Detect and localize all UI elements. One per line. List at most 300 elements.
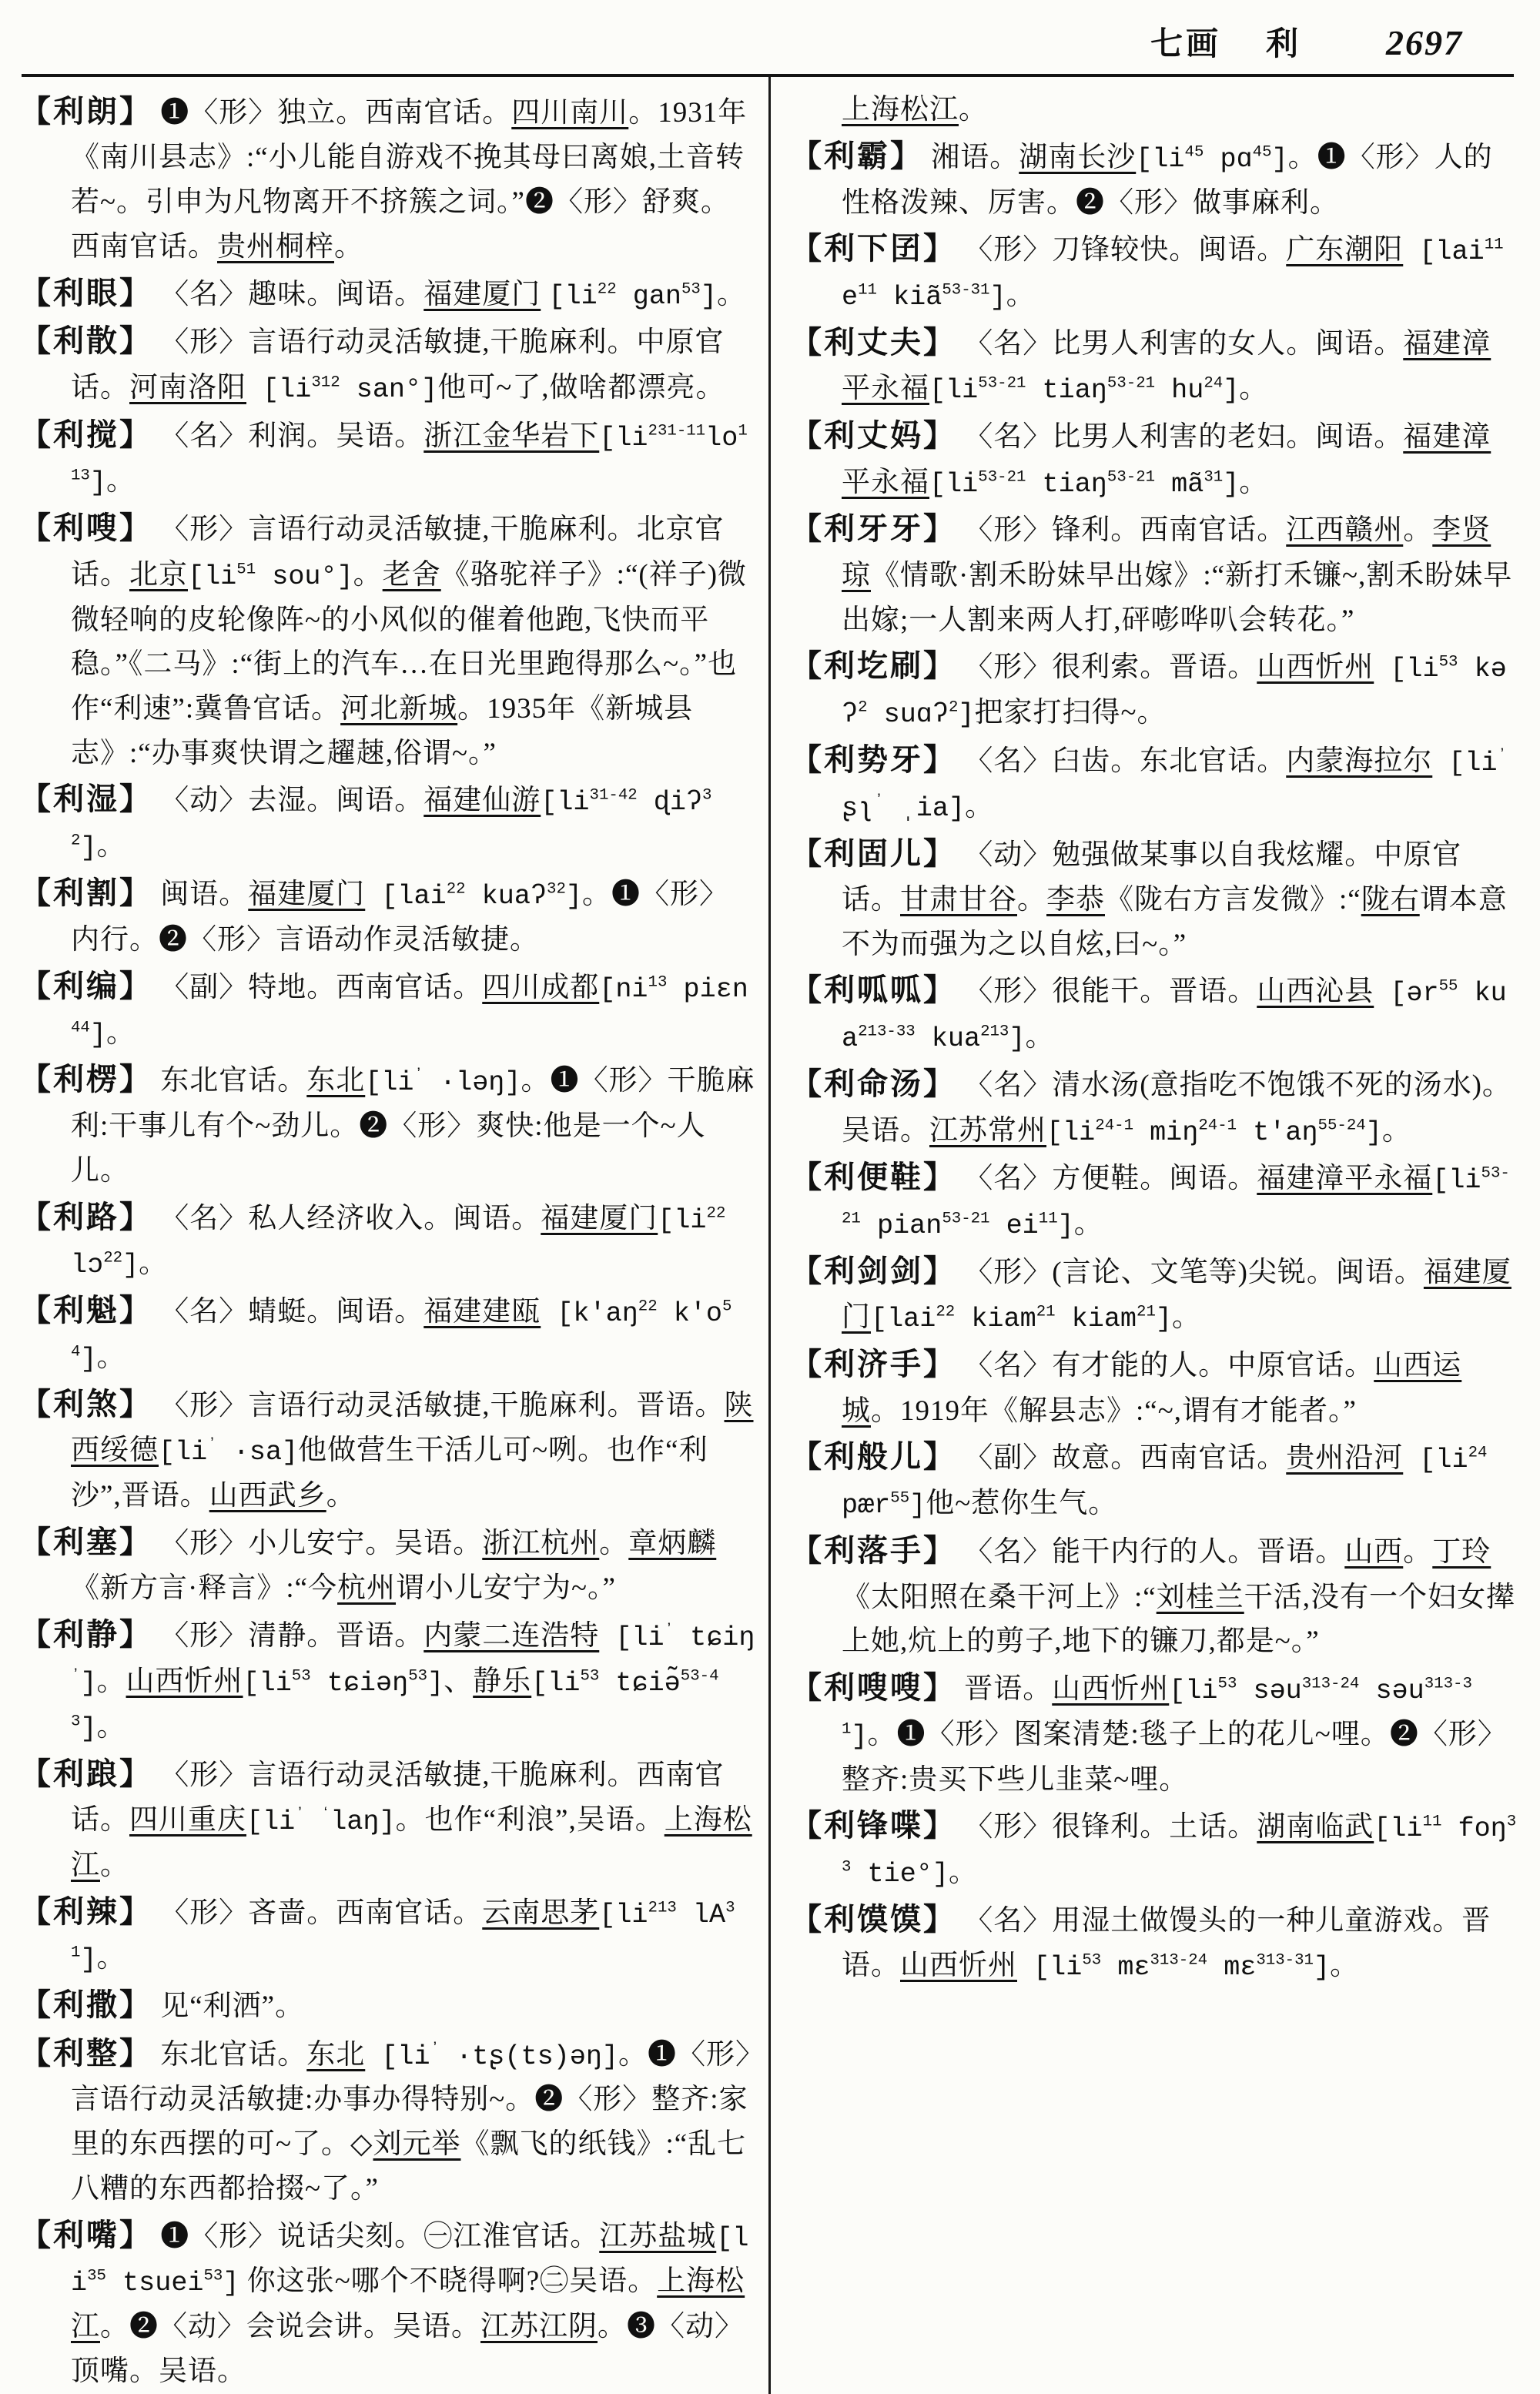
dict-entry [20,270,756,318]
tone-superscript: ʼ [295,1806,305,1824]
phonetic-transcription: ] [80,1344,97,1375]
headword: 【利剑剑】 [791,1254,956,1289]
phonetic-transcription: [ni [599,973,648,1005]
phonetic-transcription: tie°] [851,1859,949,1890]
proper-noun: 江苏常州 [929,1114,1046,1147]
text-run: 〈形〉言语行动灵活敏捷,干脆麻利。中原官话。 [71,326,725,403]
phonetic-transcription: [lai [365,881,447,912]
phonetic-transcription: sou°] [256,561,353,592]
phonetic-transcription: ] [89,467,106,499]
proper-noun: 福建漳平永福 [842,327,1491,405]
tone-superscript: 55 [890,1489,910,1508]
proper-noun: 山西 [1344,1536,1404,1569]
text-run: 。❶〈形〉干脆麻利:干事儿有个~劲儿。❷〈形〉爽快:他是一个~人儿。 [71,1065,755,1187]
tone-superscript: 53 [580,1667,600,1686]
text-run: 〈形〉很利索。晋语。 [964,651,1257,684]
headword: 【利锋喋】 [791,1808,956,1843]
phonetic-transcription: ] [80,1667,97,1699]
text-run: 东北官话。 [160,1065,307,1097]
dict-entry [791,830,1517,967]
tone-superscript: 2 [858,698,868,717]
tone-superscript: 22 [103,1250,123,1268]
text-run: 〈形〉很能干。晋语。 [964,976,1257,1008]
phonetic-transcription: ] [427,1667,444,1699]
phonetic-transcription: [li [541,787,590,819]
text-run: 《骆驼祥子》:“(祥子)微微轻响的皮轮像阵~的小风似的催着他跑,飞快而平稳。”《二马》:“街上的汽车…在日光里跑得那么~。”也作“利速”:冀鲁官话。 [71,558,748,725]
proper-noun: 内蒙二连浩特 [424,1620,600,1652]
proper-noun: 内蒙海拉尔 [1286,745,1433,777]
phonetic-transcription: lɔ [71,1250,104,1281]
proper-noun: 福建厦门 [842,1257,1512,1334]
phonetic-transcription: ei [989,1210,1039,1242]
phonetic-transcription: kiam [1055,1304,1137,1335]
headword: 【利眼】 [20,275,152,310]
headword: 【利般儿】 [791,1439,956,1475]
phonetic-transcription: ] [89,1019,106,1050]
phonetic-transcription: [li [1136,143,1185,175]
tone-superscript: 21 [1137,1304,1156,1322]
tone-superscript: 22 [638,1298,658,1316]
phonetic-transcription: ] [1009,1023,1026,1055]
phonetic-transcription: [li [1374,1813,1423,1845]
headword: 【利编】 [20,968,152,1003]
phonetic-transcription: pɑ [1204,143,1253,175]
phonetic-transcription: ] [1155,1304,1172,1335]
text-run: 〈名〉比男人利害的女人。闽语。 [964,327,1404,360]
tone-superscript: 22 [706,1204,726,1223]
proper-noun: 山西忻州 [900,1950,1017,1982]
dict-entry [791,736,1517,830]
tone-superscript: 313-31 [842,1675,1472,1739]
headword: 【利辣】 [20,1893,152,1929]
dict-entry [20,411,756,505]
phonetic-transcription: kua [842,978,1507,1055]
proper-noun: 浙江杭州 [482,1527,600,1559]
phonetic-transcription: ] [122,1250,139,1281]
tone-superscript: ʼ [207,1437,217,1455]
phonetic-transcription: mɛ [1207,1952,1257,1984]
text-run: 。 [1017,884,1046,916]
phonetic-transcription: pian [860,1210,942,1242]
two-column-body [20,77,1517,2394]
proper-noun: 山西武乡 [209,1480,326,1512]
headword: 【利散】 [20,323,152,359]
proper-noun: 江西赣州 [1286,514,1404,547]
phonetic-transcription: [li [599,1899,648,1930]
text-run: 。 [1239,373,1269,405]
text-run: 〈名〉蜻蜓。闽语。 [160,1296,424,1328]
proper-noun: 四川成都 [482,971,600,1003]
phonetic-transcription: [li [929,468,979,500]
tone-superscript: ʼ [1497,747,1508,765]
tone-superscript: 11 [858,281,877,300]
headword: 【利静】 [20,1617,152,1652]
text-run: 。 [105,1016,136,1049]
text-run: 。❶〈形〉图案清楚:毯子上的花儿~哩。❷〈形〉整齐:贵买下些儿韭菜~哩。 [842,1718,1507,1796]
phonetic-transcription: ʂʅ [842,792,875,824]
text-run: 〈副〉特地。西南官话。 [160,971,483,1003]
dict-entry [20,869,756,963]
phonetic-transcription: [li [188,561,237,592]
tone-superscript: 13 [648,973,668,992]
phonetic-transcription: ] [1313,1952,1331,1984]
dict-entry [20,1194,756,1287]
headword: 【利湿】 [20,782,152,817]
radical-char-label: 利 [1265,27,1301,62]
phonetic-transcription: tiaŋ [1026,375,1107,407]
proper-noun: 贵州桐梓 [217,230,334,263]
column-left [20,77,768,2394]
headword: 【利呱呱】 [791,973,956,1008]
tone-superscript: 24-1 [1198,1117,1237,1135]
proper-noun: 湖南长沙 [1019,141,1137,173]
phonetic-transcription [305,1806,321,1837]
phonetic-transcription: [li [658,1204,707,1236]
dict-entry [20,1750,756,1888]
headword: 【利圪刷】 [791,648,956,684]
text-run: 。 [1239,466,1269,498]
phonetic-transcription: [k'aŋ [541,1298,638,1330]
tone-superscript: 11 [1484,236,1504,254]
headword: 【利踉】 [20,1756,152,1791]
dict-entry [791,1802,1517,1896]
phonetic-transcription: səu [1237,1675,1302,1706]
text-run: 。❶〈形〉言语行动灵活敏捷:办事办得特别~。❷〈形〉整齐:家里的东西摆的可~了。◇ [71,2038,751,2161]
tone-superscript: 53 [203,2268,223,2286]
proper-noun: 福建建瓯 [424,1296,541,1328]
dict-entry [791,1433,1517,1527]
phonetic-transcription: [li [548,280,598,312]
tone-superscript: 53-21 [1106,468,1156,487]
phonetic-transcription: ] [223,2268,239,2299]
phonetic-transcription: [li [1403,1445,1468,1476]
text-run: 〈形〉很锋利。土话。 [964,1811,1257,1843]
phonetic-transcription: ] [851,1720,868,1752]
text-run: 〈动〉勉强做某事以自我炫耀。中原官话。 [842,839,1462,916]
phonetic-transcription: ] [1057,1210,1074,1242]
phonetic-transcription: lA [676,1899,726,1930]
phonetic-transcription: [li [246,373,312,405]
text-run: ❶〈形〉独立。西南官话。 [160,97,512,129]
tone-superscript: 313-24 [1301,1675,1360,1693]
text-run: 〈名〉方便鞋。闽语。 [964,1163,1257,1195]
headword: 【利塞】 [20,1524,152,1559]
text-run: 〈形〉刀锋较快。闽语。 [964,234,1287,266]
proper-noun: 山西忻州 [126,1665,243,1697]
page-number: 2697 [1386,23,1463,62]
text-run: 。 [948,1857,978,1889]
proper-noun: 山西运城 [842,1350,1462,1427]
dict-entry [20,775,756,869]
phonetic-transcription: pær [842,1490,891,1522]
phonetic-transcription: tɕiə̃ [599,1667,681,1699]
dict-entry [791,319,1517,412]
dict-entry [20,1518,756,1611]
dict-entry [20,88,756,270]
phonetic-transcription: [li [365,1067,414,1099]
phonetic-transcription: [lai [1403,236,1485,268]
phonetic-transcription: e [842,282,859,313]
phonetic-transcription: [li [599,422,648,454]
proper-noun: 章炳麟 [628,1527,717,1559]
tone-superscript: ʼ [71,1667,81,1686]
dict-entry [791,1247,1517,1341]
tone-superscript: ʼ [430,2041,440,2059]
tone-superscript: 213-33 [858,1023,916,1041]
headword: 【利搅】 [20,417,152,452]
dict-entry [791,505,1517,642]
proper-noun: 东北 [306,2038,366,2071]
phonetic-transcription: ] [1365,1117,1382,1148]
phonetic-transcription: [li [246,1806,296,1837]
phonetic-transcription: [li [1046,1117,1096,1148]
text-run: 。 [96,830,126,862]
text-run: 干活,没有一个妇女撵上她,炕上的剪子,地下的镰刀,都是~。” [842,1581,1515,1658]
tone-superscript: 313-24 [1150,1952,1208,1970]
text-run: 。 [959,94,988,126]
text-run: 〈形〉清静。晋语。 [160,1620,424,1652]
text-run: 〈名〉利润。吴语。 [160,420,424,452]
text-run: 。 [105,465,136,497]
text-run: 。 [334,230,363,263]
text-run: 〈名〉用湿土做馒头的一种儿童游戏。晋语。 [842,1905,1491,1982]
tone-superscript: 53-31 [942,281,990,300]
proper-noun: 李恭 [1046,884,1105,916]
proper-noun: 福建漳平永福 [842,421,1491,498]
proper-noun: 福建漳平永福 [1257,1163,1433,1195]
dict-entry [20,1888,756,1982]
text-run: 。 [599,1527,629,1559]
phonetic-transcription: [li [531,1667,581,1699]
phonetic-transcription: ] [958,699,975,731]
tone-superscript: 53-43 [71,1667,719,1731]
text-run: 。 [353,558,383,591]
proper-noun: 老舍 [382,558,441,591]
dict-entry-continuation [791,88,1517,132]
tone-superscript: ʻ [320,1806,331,1824]
text-run: 。1935年《新城县志》:“办事爽快谓之趯趚,俗谓~。” [71,692,694,769]
dict-entry [20,1381,756,1518]
phonetic-transcription: t'aŋ [1237,1117,1318,1148]
text-run: 。❸〈动〉顶嘴。吴语。 [71,2311,744,2388]
tone-superscript: 22 [446,880,466,899]
dict-entry [791,1060,1517,1153]
text-run: 、 [444,1665,474,1697]
text-run: 。也作“利浪”,吴语。 [395,1804,665,1836]
phonetic-transcription: səu [1359,1675,1424,1706]
text-run: 。 [1171,1301,1201,1334]
proper-noun: 刘桂兰 [1156,1581,1244,1613]
phonetic-transcription: ] [565,881,582,912]
text-run: 〈名〉比男人利害的老妇。闽语。 [964,421,1404,454]
headword: 【利楞】 [20,1062,152,1097]
tone-superscript: 53-21 [942,1210,990,1228]
tone-superscript: 32 [71,787,712,850]
phonetic-transcription: ] [1223,468,1240,500]
headword: 【利落手】 [791,1533,956,1569]
tone-superscript: 45 [1184,143,1204,162]
text-run: 。 [326,1480,356,1512]
proper-noun: 杭州 [337,1572,397,1605]
phonetic-transcription: [li [243,1667,292,1699]
text-run: 〈名〉私人经济收入。闽语。 [160,1202,541,1234]
headword: 【利馍馍】 [791,1902,956,1937]
tone-superscript: 313-31 [1256,1952,1314,1970]
headword: 【利魁】 [20,1293,152,1328]
text-run: 〈形〉言语行动灵活敏捷,干脆麻利。西南官话。 [71,1759,725,1836]
tone-superscript: 53 [681,280,701,299]
headword: 【利牙牙】 [791,511,956,547]
text-run: 见“利洒”。 [160,1991,305,2023]
tone-superscript: 53 [1217,1675,1237,1693]
text-run: 〈动〉去湿。闽语。 [160,785,424,817]
tone-superscript: ʼ [413,1067,424,1086]
headword: 【利命汤】 [791,1066,956,1102]
phonetic-transcription: [li [1374,654,1439,685]
text-run: 湘语。 [931,141,1019,173]
dict-entry [20,504,756,775]
phonetic-transcription: kiam [955,1304,1036,1335]
tone-superscript: 31 [1204,468,1224,487]
text-run: 〈名〉有才能的人。中原官话。 [964,1350,1374,1382]
tone-superscript: 24 [1204,375,1224,393]
proper-noun: 江苏盐城 [599,2220,717,2252]
text-run: 谓小儿安宁为~。” [396,1572,616,1605]
proper-noun: 福建厦门 [248,879,366,911]
tone-superscript: 24 [1468,1445,1488,1463]
proper-noun: 山西忻州 [1052,1672,1170,1705]
tone-superscript: 11 [1422,1813,1442,1832]
headword: 【利势牙】 [791,742,956,777]
text-run: 把家打扫得~。 [974,697,1167,729]
proper-noun: 上海松江 [71,2265,745,2343]
headword: 【利下囝】 [791,231,956,266]
proper-noun: 江苏江阴 [480,2311,598,2343]
text-run: 。 [100,1849,129,1881]
headword: 【利济手】 [791,1347,956,1382]
headword: 【利便鞋】 [791,1160,956,1195]
proper-noun: 东北 [306,1065,366,1097]
phonetic-transcription: laŋ] [330,1806,396,1837]
text-run: 。 [96,1665,126,1697]
text-run: 。 [716,278,746,310]
dict-entry [791,132,1517,226]
dict-entry [791,1664,1517,1802]
proper-noun: 上海松江 [71,1804,752,1881]
phonetic-transcription: [ər [1374,978,1439,1009]
text-run: 〈副〉故意。西南官话。 [964,1442,1287,1475]
text-run: 《新方言·释言》:“今 [71,1572,338,1605]
dict-entry [791,412,1517,505]
tone-superscript: 55-24 [1317,1117,1366,1135]
tone-superscript: 213 [980,1023,1009,1041]
tone-superscript: 51 [236,561,256,579]
tone-superscript: 53-21 [978,468,1026,487]
tone-superscript: 21 [1036,1304,1056,1322]
tone-superscript: 231-11 [648,422,706,440]
headword: 【利嗖嗖】 [791,1669,956,1705]
phonetic-transcription: [li [1169,1675,1218,1706]
text-run: 。 [96,1710,126,1743]
tone-superscript: 53-21 [1106,375,1156,393]
dict-entry [791,225,1517,319]
proper-noun: 河南洛阳 [129,371,246,403]
proper-noun: 河北新城 [340,692,458,725]
column-right [768,77,1517,2394]
phonetic-transcription: gan [616,280,681,312]
proper-noun: 陕西绥德 [71,1390,754,1467]
tone-superscript: ʼ [874,792,884,811]
phonetic-transcription: ·ləŋ] [423,1067,521,1099]
text-run: 谓本意不为而强为之以自炫,曰~。” [842,884,1508,960]
headword: 【利割】 [20,876,152,911]
phonetic-transcription: tiaŋ [1026,468,1107,500]
phonetic-transcription: kuaʔ [465,881,547,912]
text-run: 。 [1381,1114,1411,1147]
proper-noun: 刘元举 [373,2128,461,2161]
text-run: 〈形〉言语行动灵活敏捷,干脆麻利。晋语。 [160,1390,725,1422]
tone-superscript: 31-42 [589,787,638,805]
tone-superscript: 33 [842,1813,1517,1877]
phonetic-transcription: ] [80,1713,97,1744]
phonetic-transcription: ·tʂ(ts)əŋ] [440,2041,619,2072]
text-run: 。1931年《南川县志》:“小儿能自游戏不挽其母曰离娘,土音转若~。引申为凡物离开不挤簇之词。”❷〈形〉舒爽。西南官话。 [71,97,748,263]
text-run: 〈形〉吝啬。西南官话。 [160,1897,483,1929]
text-run: 东北官话。 [160,2038,307,2071]
text-run: 。1919年《解县志》:“~,谓有才能者。” [871,1395,1357,1427]
text-run: 。 [1403,1536,1433,1569]
phonetic-transcription: tsuei [105,2268,204,2299]
text-run: 《飘飞的纸钱》:“乱七八糟的东西都拾掇~了。” [71,2128,747,2205]
phonetic-transcription: k'o [657,1298,723,1330]
phonetic-transcription: ] [989,282,1006,313]
headword: 【利固儿】 [791,835,956,871]
tone-superscript: 31 [71,1899,735,1963]
tone-superscript: 11 [1038,1210,1058,1228]
proper-noun: 福建厦门 [424,278,541,310]
tone-superscript: 22 [597,280,617,299]
text-run: 〈形〉小儿安宁。吴语。 [160,1527,483,1559]
text-run: 〈名〉趣味。闽语。 [160,278,424,310]
headword: 【利嘴】 [20,2217,152,2252]
phonetic-transcription: [li [365,2041,430,2072]
phonetic-transcription: ·sa] [216,1437,299,1468]
tone-superscript: 113 [71,422,748,486]
text-run: 〈形〉锋利。西南官话。 [964,514,1287,547]
phonetic-transcription: ] [700,280,717,312]
text-run: 闽语。 [160,879,249,911]
proper-noun: 李贤琼 [842,514,1491,591]
text-run: 〈名〉清水汤(意指吃不饱饿不死的汤水)。吴语。 [842,1070,1512,1147]
tone-superscript: 54 [71,1298,732,1361]
phonetic-transcription: kiã [876,282,942,313]
text-run: 。 [1403,514,1433,547]
dict-entry [20,2030,756,2212]
text-run: ❶〈形〉说话尖刻。㊀江淮官话。 [160,2220,600,2252]
dict-entry [791,1153,1517,1247]
text-run: 《情歌·割禾盼妹早出嫁》:“新打禾镰~,割禾盼妹早出嫁;一人割来两人打,砰嘭哗叭会转花。” [842,559,1513,636]
headword: 【利朗】 [20,94,152,129]
proper-noun: 山西忻州 [1257,651,1374,684]
text-run: 〈名〉能干内行的人。晋语。 [964,1536,1345,1569]
text-run: 你这张~哪个不晓得啊?㊁吴语。 [239,2265,658,2298]
phonetic-transcription: ] [1223,375,1240,407]
headword: 【利撒】 [20,1987,152,2023]
phonetic-transcription: [li [1017,1952,1083,1984]
dict-entry [791,1341,1517,1433]
text-run: 〈形〉(言论、文笔等)尖锐。闽语。 [964,1257,1424,1289]
phonetic-transcription: ] [1271,143,1288,175]
